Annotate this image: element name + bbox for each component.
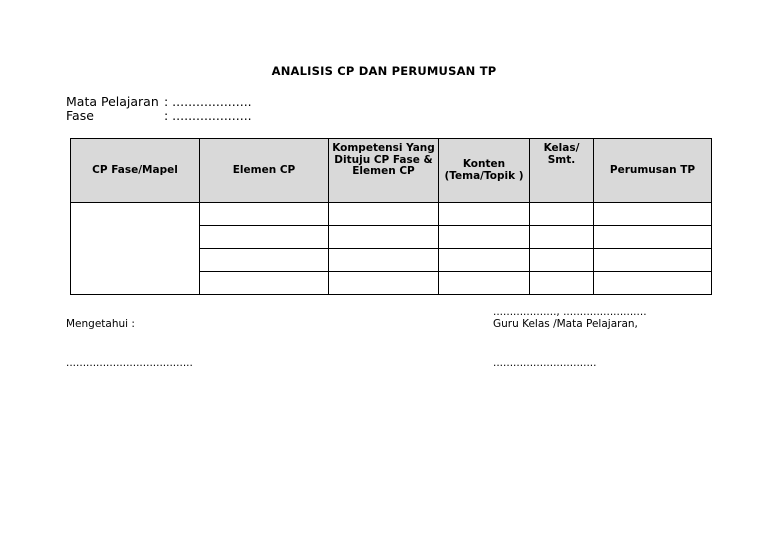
header-kelas-smt: Kelas/ Smt. [530,139,594,203]
table-cell[interactable] [329,226,439,249]
table-header-row [71,139,712,203]
field-label: Fase [66,108,94,123]
cp-fase-mapel-cell[interactable] [71,203,200,295]
header-kompetensi: Kompetensi Yang Dituju CP Fase & Elemen CP [329,139,439,203]
header-elemen-cp: Elemen CP [200,139,329,203]
analysis-table [70,138,712,295]
field-label: Mata Pelajaran [66,94,159,109]
table-cell[interactable] [530,226,594,249]
table-cell[interactable] [200,249,329,272]
table-cell[interactable] [329,272,439,295]
field-value: : .................... [164,108,252,123]
table-cell[interactable] [594,249,712,272]
table-cell[interactable] [439,272,530,295]
table-cell[interactable] [200,203,329,226]
mengetahui-label: Mengetahui : [66,318,135,330]
left-signature-line: ...................................... [66,357,193,369]
table-cell[interactable] [329,249,439,272]
table-cell[interactable] [594,203,712,226]
field-mata-pelajaran [66,95,252,109]
table-cell[interactable] [530,249,594,272]
table-cell[interactable] [439,203,530,226]
right-signature-line: ............................... [493,357,597,369]
field-fase [66,109,252,123]
header-konten: Konten (Tema/Topik ) [439,139,530,203]
field-value: : .................... [164,94,252,109]
table-cell[interactable] [200,272,329,295]
header-perumusan-tp: Perumusan TP [594,139,712,203]
table-cell[interactable] [200,226,329,249]
table-row [71,203,712,226]
place-date-line: ..................., ......................... [493,306,647,318]
table-cell[interactable] [439,249,530,272]
table-cell[interactable] [594,226,712,249]
table-cell[interactable] [530,272,594,295]
document-title: ANALISIS CP DAN PERUMUSAN TP [271,64,497,78]
header-cp-fase-mapel: CP Fase/Mapel [71,139,200,203]
table-cell[interactable] [329,203,439,226]
table-cell[interactable] [530,203,594,226]
table-cell[interactable] [594,272,712,295]
guru-kelas-label: Guru Kelas /Mata Pelajaran, [493,318,638,330]
table-cell[interactable] [439,226,530,249]
